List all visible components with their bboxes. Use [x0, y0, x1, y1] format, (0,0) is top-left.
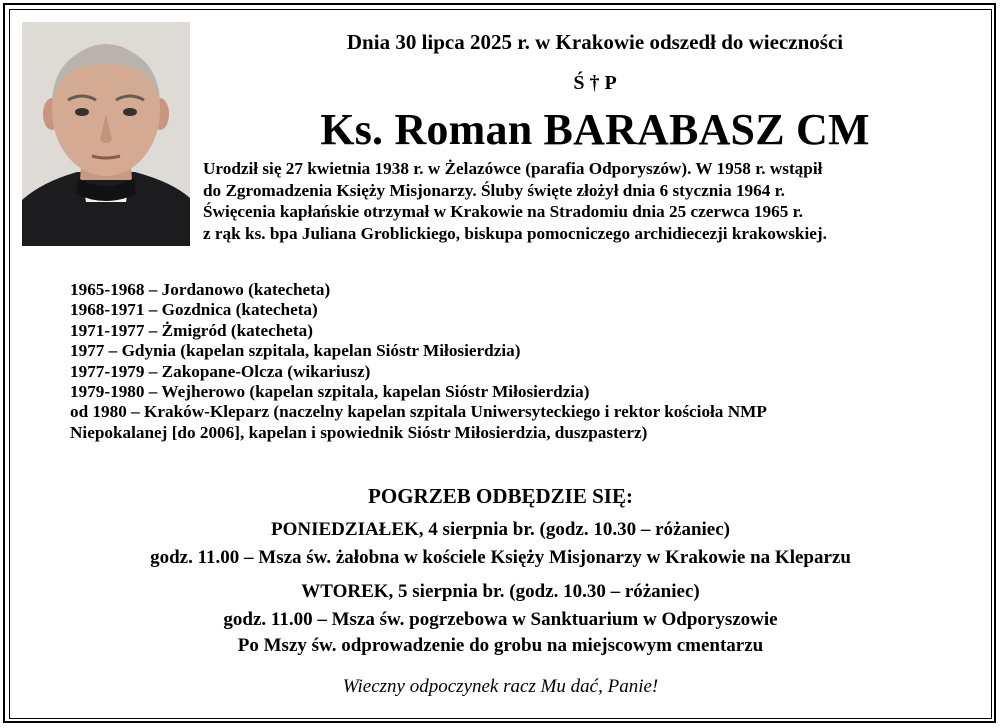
funeral-heading: POGRZEB ODBĘDZIE SIĘ:: [368, 484, 633, 508]
deceased-name: Ks. Roman BARABASZ CM: [320, 105, 870, 154]
career-list: [70, 280, 950, 443]
portrait-illustration: [22, 22, 190, 246]
funeral-monday-date: PONIEDZIAŁEK, 4 sierpnia br. (godz. 10.30 – różaniec): [271, 519, 730, 540]
biography: [203, 158, 963, 244]
funeral-tuesday-mass: godz. 11.00 – Msza św. pogrzebowa w Sanktuarium w Odporyszowie: [223, 609, 778, 630]
career-item: Niepokalanej [do 2006], kapelan i spowiednik Sióstr Miłosierdzia, duszpasterz): [70, 422, 648, 442]
funeral-tuesday-date: WTOREK, 5 sierpnia br. (godz. 10.30 – różaniec): [301, 581, 700, 602]
career-item: 1977-1979 – Zakopane-Olcza (wikariusz): [70, 361, 371, 381]
career-item: 1965-1968 – Jordanowo (katecheta): [70, 280, 331, 299]
career-item: 1977 – Gdynia (kapelan szpitala, kapelan Sióstr Miłosierdzia): [70, 341, 521, 361]
career-item: 1979-1980 – Wejherowo (kapelan szpitala, kapelan Sióstr Miłosierdzia): [70, 382, 590, 402]
bio-line: Urodził się 27 kwietnia 1938 r. w Żelazówce (parafia Odporyszów). W 1958 r. wstąpił: [203, 159, 823, 178]
bio-line: z rąk ks. bpa Juliana Groblickiego, biskupa pomocniczego archidiecezji krakowskiej.: [203, 223, 827, 243]
career-item: 1968-1971 – Gozdnica (katecheta): [70, 300, 318, 320]
cross-line: Ś † P: [573, 72, 617, 94]
bio-line: Święcenia kapłańskie otrzymał w Krakowie na Stradomiu dnia 25 czerwca 1965 r.: [203, 202, 803, 222]
career-item: od 1980 – Kraków-Kleparz (naczelny kapelan szpitala Uniwersyteckiego i rektor kościoła NMP: [70, 402, 767, 422]
death-announcement: Dnia 30 lipca 2025 r. w Krakowie odszedł do wieczności: [346, 30, 844, 54]
career-item: 1971-1977 – Żmigród (katecheta): [70, 320, 313, 340]
closing-prayer: Wieczny odpoczynek racz Mu dać, Panie!: [342, 676, 659, 697]
funeral-tuesday-burial: Po Mszy św. odprowadzenie do grobu na miejscowym cmentarzu: [237, 635, 764, 656]
portrait-photo: [22, 22, 190, 246]
bio-line: do Zgromadzenia Księży Misjonarzy. Śluby święte złożył dnia 6 stycznia 1964 r.: [203, 180, 785, 200]
funeral-monday-mass: godz. 11.00 – Msza św. żałobna w kościele Księży Misjonarzy w Krakowie na Kleparzu: [150, 547, 851, 568]
